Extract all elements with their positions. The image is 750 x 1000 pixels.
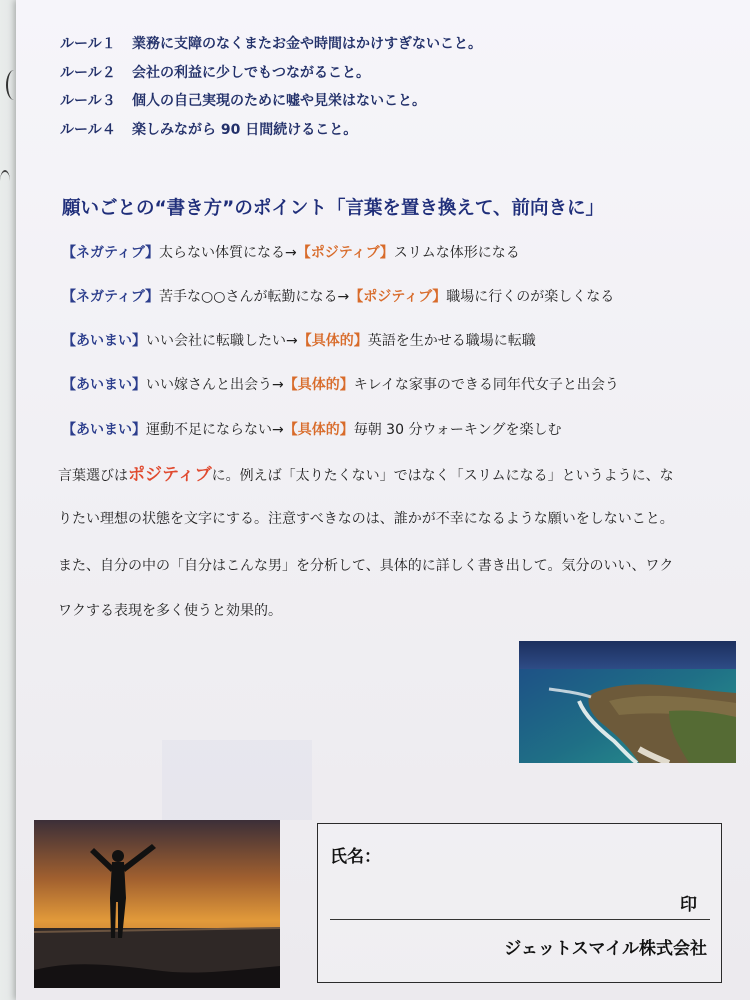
rule-item — [60, 116, 482, 145]
example-tag-after: 【ポジティブ】 — [296, 245, 394, 261]
body-paragraph-line: また、自分の中の「自分はこんな男」を分析して、具体的に詳しく書き出して。気分のいい、ワク — [58, 558, 674, 574]
rule-item — [60, 30, 482, 59]
example-text-after: 英語を生かせる職場に転職 — [367, 333, 536, 349]
name-label: 氏名： — [330, 847, 381, 867]
example-text-before: いい嫁さんと出会う→ — [146, 377, 284, 393]
paragraph-emphasis: ポジティブ — [128, 465, 212, 485]
body-paragraph-line — [58, 460, 738, 485]
example-tag-before: 【ネガティブ】 — [62, 289, 160, 305]
example-tag-after: 【具体的】 — [283, 422, 354, 438]
example-line — [62, 419, 561, 439]
section-heading: 願いごとの“書き方”のポイント「言葉を置き換えて、前向きに」 — [62, 198, 604, 219]
example-tag-before: 【あいまい】 — [62, 422, 146, 438]
example-text-before: いい会社に転職したい→ — [146, 333, 298, 349]
example-tag-after: 【ポジティブ】 — [349, 289, 447, 305]
example-tag-before: 【あいまい】 — [62, 333, 146, 349]
signature-line — [330, 919, 710, 920]
company-name: ジェットスマイル株式会社 — [504, 939, 707, 959]
coastline-image — [519, 641, 736, 763]
example-text-before: 苦手な○○さんが転勤になる→ — [159, 289, 350, 305]
example-tag-after: 【具体的】 — [297, 333, 368, 349]
sunset-silhouette-photo — [34, 820, 280, 988]
rule-item — [60, 59, 482, 88]
paragraph-text: 言葉選びは — [58, 468, 128, 484]
example-tag-before: 【ネガティブ】 — [62, 245, 160, 261]
example-text-after: 職場に行くのが楽しくなる — [446, 289, 615, 305]
example-line — [62, 286, 614, 306]
example-text-before: 運動不足にならない→ — [146, 422, 284, 438]
rule-number: ルール２ — [60, 64, 116, 81]
rule-number: ルール３ — [60, 93, 116, 109]
rule-text: 楽しみながら 90 日間続けること。 — [132, 121, 358, 138]
body-paragraph-line: ワクする表現を多く使うと効果的。 — [58, 603, 282, 619]
background-mark — [0, 170, 10, 192]
example-text-after: 毎朝 30 分ウォーキングを楽しむ — [353, 422, 562, 438]
example-tag-after: 【具体的】 — [283, 377, 354, 393]
example-tag-before: 【あいまい】 — [62, 377, 146, 393]
seal-mark: 印 — [680, 895, 697, 915]
example-text-after: スリムな体形になる — [393, 245, 520, 261]
coastline-photo — [519, 641, 736, 763]
paragraph-text: に。例えば「太りたくない」ではなく「スリムになる」というように、な — [211, 468, 674, 484]
rule-text: 個人の自己実現のために嘘や見栄はないこと。 — [132, 93, 426, 109]
rule-item — [60, 87, 482, 116]
rule-number: ルール１ — [60, 36, 116, 52]
example-line — [62, 330, 536, 350]
body-paragraph-line: りたい理想の状態を文字にする。注意すべきなのは、誰かが不幸になるような願いをしないこと。 — [58, 511, 674, 527]
example-text-before: 太らない体質になる→ — [159, 245, 297, 261]
sunset-image — [34, 820, 280, 988]
rule-text: 業務に支障のなくまたお金や時間はかけすぎないこと。 — [132, 36, 482, 52]
rule-number: ルール４ — [60, 121, 116, 138]
example-line — [62, 374, 619, 394]
rule-text: 会社の利益に少しでもつながること。 — [132, 64, 370, 81]
rules-list — [60, 30, 482, 144]
example-line — [62, 242, 520, 262]
example-text-after: キレイな家事のできる同年代女子と出会う — [353, 377, 619, 393]
faint-bleed-through — [162, 740, 312, 820]
signature-box — [317, 823, 722, 983]
